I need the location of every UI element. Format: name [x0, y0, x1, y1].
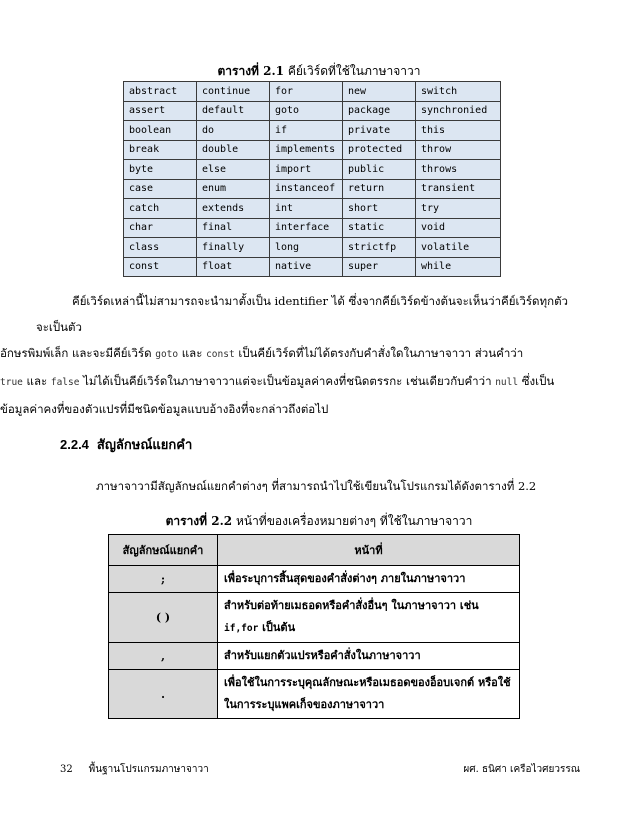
- keyword-cell: enum: [197, 179, 270, 199]
- keyword-cell: double: [197, 140, 270, 160]
- keyword-cell: switch: [416, 82, 501, 102]
- section-intro: ภาษาจาวามีสัญลักษณ์แยกคำต่างๆ ที่สามารถนำไปใช้เขียนในโปรแกรมได้ดังตารางที่ 2.2: [96, 479, 537, 493]
- keyword-paragraph: [0, 288, 580, 422]
- table1-caption-text: คีย์เวิร์ดที่ใช้ในภาษาจาวา: [284, 64, 421, 78]
- keyword-cell: assert: [124, 101, 197, 121]
- keyword-cell: goto: [270, 101, 343, 121]
- separator-symbol: ;: [109, 566, 218, 593]
- inline-code: false: [50, 377, 80, 388]
- table1-caption: [0, 62, 638, 81]
- keyword-row: [124, 160, 501, 180]
- paragraph-text: และ: [22, 374, 51, 388]
- keyword-cell: private: [343, 121, 416, 141]
- function-text: ในการระบุแพคเก็จของภาษาจาวา: [224, 698, 385, 711]
- separator-row: [109, 593, 520, 643]
- keyword-cell: instanceof: [270, 179, 343, 199]
- keyword-row: [124, 218, 501, 238]
- keyword-cell: return: [343, 179, 416, 199]
- keyword-cell: byte: [124, 160, 197, 180]
- paragraph-text: ซึ่งเป็น: [518, 374, 555, 388]
- keyword-cell: transient: [416, 179, 501, 199]
- keyword-cell: class: [124, 238, 197, 258]
- keyword-cell: try: [416, 199, 501, 219]
- footer-author: ผศ. ธนิศา เครือไวศยวรรณ: [463, 764, 580, 775]
- paragraph-line-4: ข้อมูลค่าคงที่ของตัวแปรที่มีชนิดข้อมูลแบบอ้างอิงที่จะกล่าวถึงต่อไป: [0, 402, 329, 416]
- inline-code: const: [206, 349, 235, 360]
- table2-caption-label: ตารางที่ 2.2: [165, 514, 233, 528]
- separator-function: [218, 643, 520, 670]
- keyword-cell: catch: [124, 199, 197, 219]
- separator-table: [108, 534, 520, 719]
- keyword-cell: super: [343, 257, 416, 277]
- inline-code: goto: [155, 349, 179, 360]
- keyword-row: [124, 238, 501, 258]
- function-line: [224, 617, 513, 640]
- function-line: เพื่อใช้ในการระบุคุณลักษณะหรือเมธอดของอ็อบเจกต์ หรือใช้: [224, 676, 511, 689]
- separator-symbol: .: [109, 670, 218, 719]
- keyword-cell: abstract: [124, 82, 197, 102]
- keyword-cell: finally: [197, 238, 270, 258]
- keyword-row: [124, 199, 501, 219]
- keyword-cell: char: [124, 218, 197, 238]
- paragraph-text: ไม่ได้เป็นคีย์เวิร์ดในภาษาจาวาแต่จะเป็นข้อมูลค่าคงที่ชนิดตรรกะ เช่นเดียวกับคำว่า: [79, 374, 496, 388]
- keyword-cell: long: [270, 238, 343, 258]
- header-symbol: สัญลักษณ์แยกคำ: [109, 535, 218, 566]
- keyword-cell: interface: [270, 218, 343, 238]
- separator-symbol: ( ): [109, 593, 218, 643]
- keyword-row: [124, 257, 501, 277]
- book-title: พื้นฐานโปรแกรมภาษาจาวา: [88, 764, 209, 775]
- keyword-cell: new: [343, 82, 416, 102]
- keyword-cell: short: [343, 199, 416, 219]
- keyword-cell: for: [270, 82, 343, 102]
- table2-caption: [0, 512, 638, 531]
- paragraph-text: เป็นคีย์เวิร์ดที่ไม่ได้ตรงกับคำสั่งใดในภาษาจาวา ส่วนคำว่า: [234, 346, 524, 360]
- keyword-row: [124, 140, 501, 160]
- section-title: สัญลักษณ์แยกคำ: [96, 437, 193, 452]
- separator-row: [109, 643, 520, 670]
- keyword-cell: float: [197, 257, 270, 277]
- keyword-table: [123, 81, 501, 277]
- keyword-cell: int: [270, 199, 343, 219]
- paragraph-line-1: คีย์เวิร์ดเหล่านี้ไม่สามารถจะนำมาตั้งเป็น identifier ได้ ซึ่งจากคีย์เวิร์ดข้างต้นจะเห็นว่าคีย์เวิร์ดทุกตัวจะเป็นตัว: [36, 294, 568, 334]
- keyword-cell: break: [124, 140, 197, 160]
- keyword-cell: do: [197, 121, 270, 141]
- function-line: เพื่อระบุการสิ้นสุดของคำสั่งต่างๆ ภายในภาษาจาวา: [224, 572, 466, 585]
- keyword-cell: this: [416, 121, 501, 141]
- keyword-cell: const: [124, 257, 197, 277]
- keyword-cell: throws: [416, 160, 501, 180]
- function-line: สำหรับต่อท้ายเมธอดหรือคำสั่งอื่นๆ ในภาษาจาวา เช่น: [224, 599, 479, 612]
- inline-code: null: [495, 377, 519, 388]
- keyword-cell: void: [416, 218, 501, 238]
- separator-table-header: [109, 535, 520, 566]
- keyword-cell: else: [197, 160, 270, 180]
- function-text: เป็นต้น: [258, 621, 296, 634]
- table1-caption-label: ตารางที่ 2.1: [217, 64, 285, 78]
- inline-code: if,for: [224, 623, 259, 634]
- section-number: 2.2.4: [60, 437, 89, 452]
- page-number: 32: [60, 764, 73, 775]
- keyword-row: [124, 179, 501, 199]
- separator-function: [218, 670, 520, 719]
- paragraph-text: อักษรพิมพ์เล็ก และจะมีคีย์เวิร์ด: [0, 346, 156, 360]
- section-heading: [60, 434, 200, 455]
- keyword-cell: synchronied: [416, 101, 501, 121]
- keyword-cell: package: [343, 101, 416, 121]
- separator-symbol: ,: [109, 643, 218, 670]
- keyword-row: [124, 82, 501, 102]
- keyword-row: [124, 121, 501, 141]
- separator-function: [218, 593, 520, 643]
- keyword-cell: implements: [270, 140, 343, 160]
- paragraph-line-3: [0, 368, 580, 396]
- footer-left: [60, 762, 209, 777]
- keyword-cell: throw: [416, 140, 501, 160]
- keyword-cell: case: [124, 179, 197, 199]
- keyword-cell: public: [343, 160, 416, 180]
- keyword-cell: extends: [197, 199, 270, 219]
- keyword-cell: volatile: [416, 238, 501, 258]
- keyword-cell: continue: [197, 82, 270, 102]
- separator-row: [109, 670, 520, 719]
- function-line: [224, 694, 513, 716]
- paragraph-line-2: [0, 340, 580, 368]
- function-line: สำหรับแยกตัวแปรหรือคำสั่งในภาษาจาวา: [224, 649, 421, 662]
- paragraph-text: และ: [178, 346, 207, 360]
- header-function: หน้าที่: [218, 535, 520, 566]
- table2-caption-text: หน้าที่ของเครื่องหมายต่างๆ ที่ใช้ในภาษาจาวา: [232, 514, 473, 528]
- keyword-cell: strictfp: [343, 238, 416, 258]
- keyword-cell: native: [270, 257, 343, 277]
- keyword-cell: if: [270, 121, 343, 141]
- keyword-cell: final: [197, 218, 270, 238]
- keyword-row: [124, 101, 501, 121]
- inline-code: true: [0, 377, 23, 388]
- keyword-cell: while: [416, 257, 501, 277]
- keyword-cell: protected: [343, 140, 416, 160]
- keyword-cell: static: [343, 218, 416, 238]
- separator-row: [109, 566, 520, 593]
- keyword-cell: boolean: [124, 121, 197, 141]
- separator-function: [218, 566, 520, 593]
- keyword-cell: import: [270, 160, 343, 180]
- keyword-cell: default: [197, 101, 270, 121]
